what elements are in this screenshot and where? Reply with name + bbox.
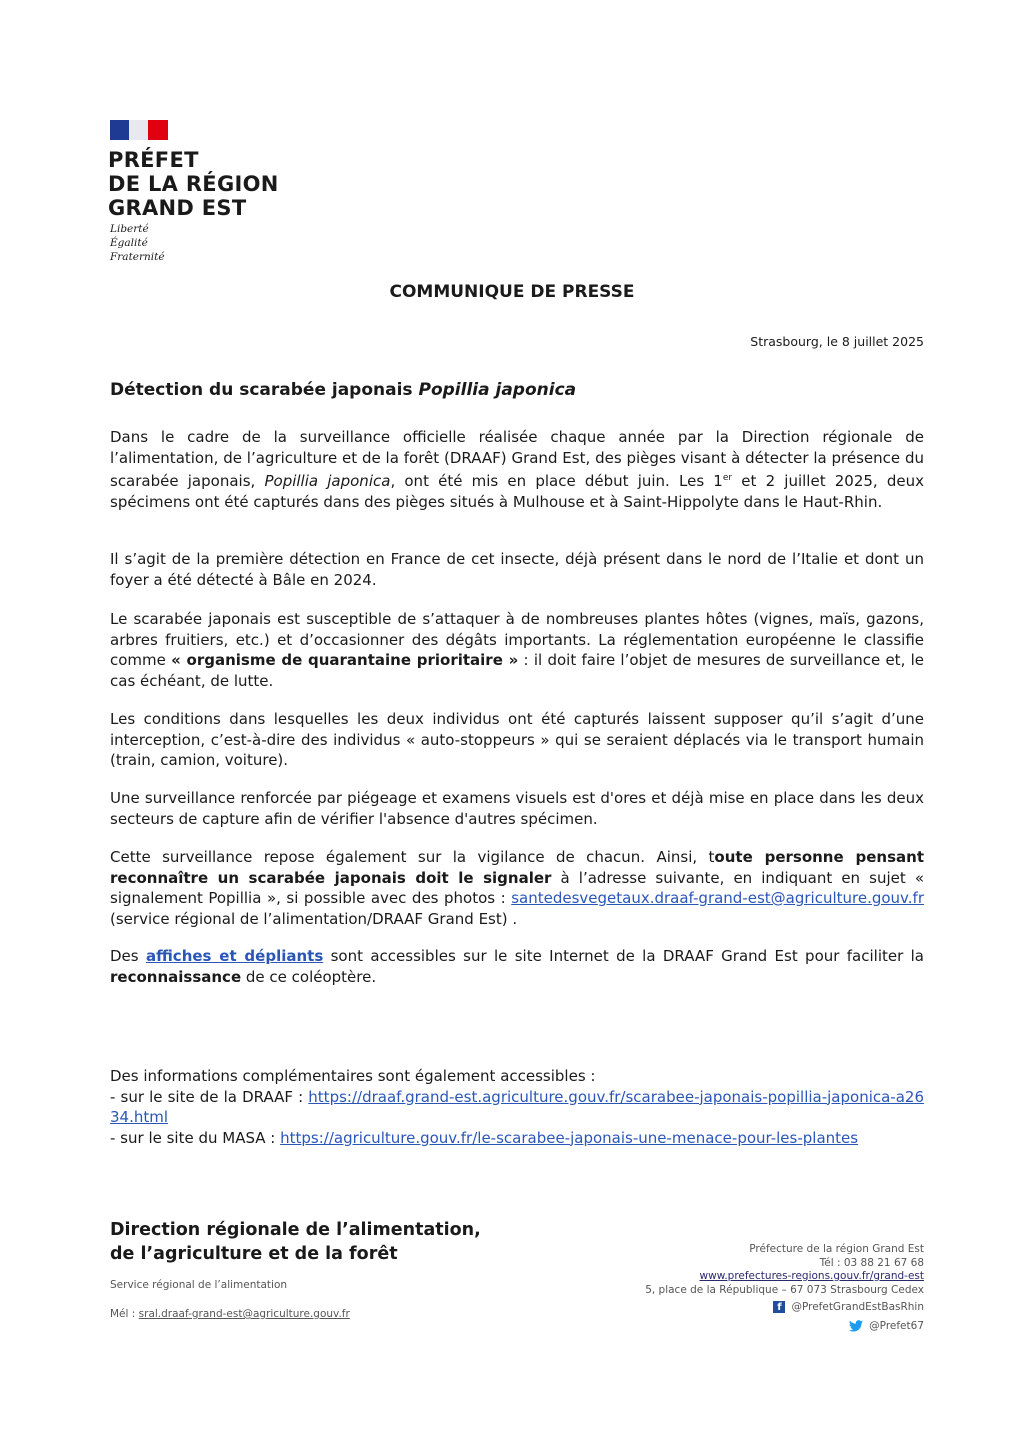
paragraph-3 [110, 609, 924, 691]
motto-liberte: Liberté [110, 223, 149, 235]
p6-bold: oute personne pensant reconnaître un scarabée japonais doit le signaler [110, 848, 924, 887]
facebook-row[interactable] [773, 1301, 924, 1313]
footer-mel [110, 1308, 350, 1320]
direction-line-1: Direction régionale de l’alimentation, [110, 1220, 481, 1240]
prefecture-address: 5, place de la République – 67 073 Strasbourg Cedex [645, 1283, 924, 1296]
mel-email-link[interactable]: sral.draaf-grand-est@agriculture.gouv.fr [138, 1308, 350, 1320]
masa-link[interactable]: https://agriculture.gouv.fr/le-scarabee-japonais-une-menace-pour-les-plantes [280, 1128, 859, 1147]
headline [110, 380, 576, 400]
prefecture-name: Préfecture de la région Grand Est [749, 1243, 924, 1255]
prefet-brand [108, 148, 279, 220]
info-line-draaf [110, 1087, 924, 1128]
p1-species: Popillia japonica [264, 472, 391, 490]
paragraph-1 [110, 427, 924, 512]
mel-label: Mél : [110, 1308, 139, 1320]
paragraph-7 [110, 946, 924, 987]
p7-text-1: Des [110, 947, 146, 965]
footer-service: Service régional de l’alimentation [110, 1279, 288, 1291]
document-type-title: COMMUNIQUE DE PRESSE [389, 282, 635, 302]
p6-text-1: Cette surveillance repose également sur la vigilance de chacun. Ainsi, t [110, 848, 715, 866]
brand-line-1: PRÉFET [108, 148, 199, 172]
p6-text-3: (service régional de l’alimentation/DRAAF Grand Est) . [110, 909, 518, 928]
p1-text-2: , ont été mis en place début juin. Les 1 [390, 472, 723, 490]
p7-bold: reconnaissance [110, 967, 242, 986]
signalement-email-link[interactable]: santedesvegetaux.draaf-grand-est@agriculture.gouv.fr [511, 889, 924, 907]
motto-fraternite: Fraternité [110, 251, 165, 263]
brand-line-2: DE LA RÉGION [108, 172, 279, 196]
twitter-handle: @Prefet67 [869, 1320, 924, 1332]
paragraph-6 [110, 847, 924, 929]
facebook-icon: f [773, 1301, 785, 1313]
paragraph-2: Il s’agit de la première détection en France de cet insecte, déjà présent dans le nord de l’Italie et dont un foyer a été détecté à Bâle en 2024. [110, 550, 924, 589]
prefecture-tel: Tél : 03 88 21 67 68 [819, 1256, 924, 1269]
p6-text-2: à l’adresse suivante, en indiquant en sujet « signalement Popillia », si possible avec des photos : [110, 868, 924, 907]
info-intro: Des informations complémentaires sont également accessibles : [110, 1067, 596, 1085]
p3-bold: « organisme de quarantaine prioritaire » [171, 651, 519, 669]
twitter-row[interactable] [849, 1320, 924, 1332]
info-draaf-label: - sur le site de la DRAAF : [110, 1087, 309, 1106]
additional-info [110, 1066, 924, 1148]
headline-prefix: Détection du scarabée japonais [110, 380, 419, 400]
direction-line-2: de l’agriculture et de la forêt [110, 1244, 398, 1264]
draaf-link[interactable]: https://draaf.grand-est.agriculture.gouv.fr/scarabee-japonais-popillia-japonica-a2634.html [110, 1087, 924, 1126]
info-line-masa [110, 1128, 924, 1149]
republic-motto [110, 222, 165, 264]
prefecture-website-link[interactable]: www.prefectures-regions.gouv.fr/grand-est [699, 1270, 924, 1282]
affiches-depliants-link[interactable]: affiches et dépliants [145, 947, 324, 965]
p3-text-2: : il doit faire l’objet de mesures de surveillance et, le cas échéant, de lutte. [110, 651, 924, 690]
motto-egalite: Égalité [110, 237, 148, 249]
twitter-icon [849, 1320, 863, 1332]
p3-text-1: Le scarabée japonais est susceptible de s’attaquer à de nombreuses plantes hôtes (vignes, maïs, gazons, arbres fruitiers, etc.) et d’occasionner des dégâts importants. La réglementation européenne le classifie comme [110, 610, 924, 669]
paragraph-5: Une surveillance renforcée par piégeage et examens visuels est d'ores et déjà mise en place dans les deux secteurs de capture afin de vérifier l'absence d'autres spécimen. [110, 789, 924, 828]
p1-text-1: Dans le cadre de la surveillance officielle réalisée chaque année par la Direction régionale de l’alimentation, de l’agriculture et de la forêt (DRAAF) Grand Est, des pièges visant à détecter la présence du scarabée japonais, [110, 428, 924, 490]
paragraph-4: Les conditions dans lesquelles les deux individus ont été capturés laissent supposer qu’il s’agit d’une interception, c’est-à-dire des individus « auto-stoppeurs » qui se seraient déplacés via le transport humain (train, camion, voiture). [110, 710, 924, 769]
p1-sup: er [722, 473, 733, 483]
headline-species: Popillia japonica [418, 380, 577, 400]
p7-text-2: sont accessibles sur le site Internet de la DRAAF Grand Est pour faciliter la [323, 947, 924, 965]
brand-line-3: GRAND EST [108, 196, 247, 220]
document-date: Strasbourg, le 8 juillet 2025 [750, 334, 924, 349]
info-masa-label: - sur le site du MASA : [110, 1128, 281, 1147]
prefecture-contact [645, 1243, 924, 1297]
footer-direction [110, 1218, 481, 1266]
p7-text-3: de ce coléoptère. [241, 967, 377, 986]
facebook-handle: @PrefetGrandEstBasRhin [791, 1301, 924, 1313]
marianne-flag-icon [110, 120, 168, 140]
p1-text-3: et 2 juillet 2025, deux spécimens ont été capturés dans des pièges situés à Mulhouse et à Saint-Hippolyte dans le Haut-Rhin. [110, 472, 925, 511]
